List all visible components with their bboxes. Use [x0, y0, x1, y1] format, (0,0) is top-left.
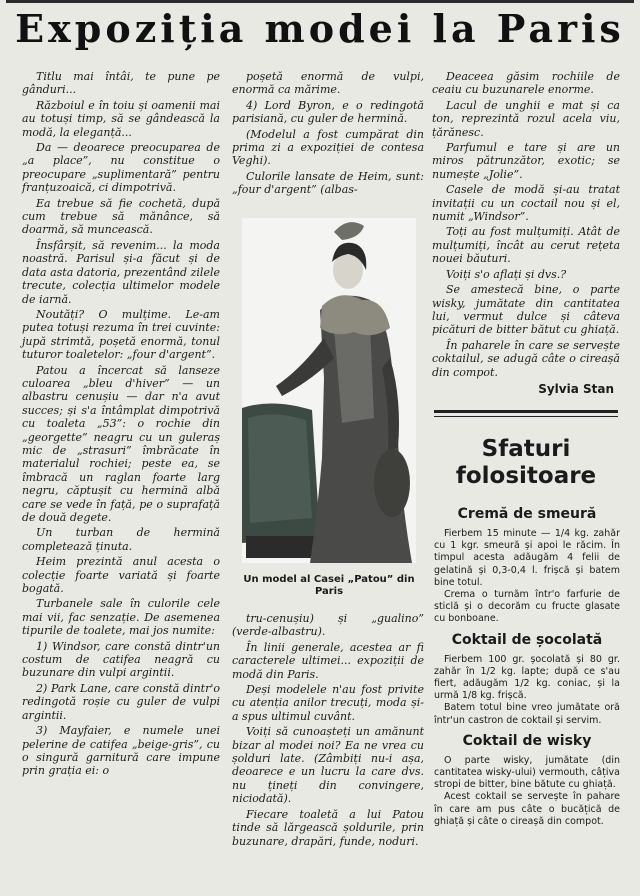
- paragraph: Războiul e în toiu și oamenii mai au totuși timp, să se gândească la modă, la eleganță...: [22, 98, 220, 139]
- paragraph: Noutăți? O mulțime. Le-am putea totuși rezuma în trei cuvinte: jupă strimtă, poșetă enormă, tonul tuturor toaletelor: „four d'argent”.: [22, 307, 220, 362]
- paragraph: Lacul de unghii e mat și ca ton, reprezintă rozul acela viu, țărănesc.: [432, 98, 620, 139]
- paragraph: poșetă enormă de vulpi, enormă ca mărime.: [232, 70, 424, 97]
- paragraph: Voiți să cunoașteți un amănunt bizar al modei noi? Ea ne vrea cu șolduri late. (Zâmbiți nu-i așa, deoarece e un lucru la care dvs. nu țineți din convingere, niciodată).: [232, 725, 424, 806]
- recipe-paragraph: O parte wisky, jumătate (din cantitatea wisky-ului) vermouth, câțiva stropi de bitter, bine bătute cu ghiață.: [434, 754, 620, 791]
- recipe-body: [434, 755, 620, 828]
- article-column-2-bottom: [232, 612, 424, 850]
- paragraph: Da — deoarece preocuparea de „a place”, nu constitue o preocupare „suplimentară” pentru franțuzoaică, ci dimpotrivă.: [22, 141, 220, 195]
- section-rule-thin: [434, 416, 618, 417]
- paragraph: Fiecare toaletă a lui Patou tinde să lărgească șoldurile, prin buzunare, drapări, funde, noduri.: [232, 807, 424, 848]
- paragraph: Patou a încercat să lanseze culoarea „bleu d'hiver” — un albastru cenușiu — dar n'a avut succes; și s'a întâmplat dimpotrivă cu toaleta „53”: o rochie din „georgette” neagru cu un guleraș mic de „strasuri” îmbrăcate în materialul rochiei; peste ea, se îmbracă un raglan foarte larg negru, căptușit cu hermină albă care se vede în față, pe o suprafață de două degete.: [22, 363, 220, 524]
- paragraph: Culorile lansate de Heim, sunt: „four d'argent” (albas-: [232, 169, 424, 197]
- sfaturi-title: Sfaturi folositoare: [455, 436, 597, 489]
- recipe-paragraph: Crema o turnăm într'o farfurie de sticlă și o decorăm cu fructe glasate cu bonboane.: [434, 589, 620, 625]
- recipe-paragraph: Fierbem 15 minute — 1/4 kg. zahăr cu 1 kgr. smeură și apoi le răcim. În timpul acesta adăugăm 4 felii de gelatină și 0,3-0,4 l. frișcă și batem bine totul.: [434, 528, 620, 588]
- recipe-heading: Coktail de wisky: [462, 732, 592, 749]
- paragraph: Deaceea găsim rochiile de ceaiu cu buzunarele enorme.: [432, 70, 620, 97]
- paragraph: Voiți s'o aflați și dvs.?: [446, 267, 567, 281]
- paragraph: 1) Windsor, care constă dintr'un costum de catifea neagră cu buzunare din vulpi argintii.: [22, 639, 220, 680]
- paragraph: tru-cenușiu) și „gualino” (verde-albastru).: [232, 612, 424, 639]
- paragraph: Casele de modă și-au tratat invitații cu un coctail nou și el, numit „Windsor”.: [432, 183, 620, 224]
- paragraph: 3) Mayfaier, e numele unei pelerine de catifea „beige-gris”, cu o singură garnitură care impune prin grația ei: o: [22, 724, 220, 778]
- recipe-paragraph: Acest coktail se servește în pahare în care am pus câte o bucățică de ghiață și câte o cireașă din compot.: [434, 791, 620, 827]
- article-column-2-top: [232, 70, 424, 199]
- paragraph: Parfumul e tare și are un miros pătrunzător, exotic; se numește „Jolie”.: [432, 141, 620, 181]
- paragraph: Heim prezintă anul acesta o colecție foarte variată și foarte bogată.: [22, 555, 220, 596]
- paragraph: 2) Park Lane, care constă dintr'o redingotă roșie cu guler de vulpi argintii.: [22, 681, 220, 722]
- article-column-3-body: [432, 70, 620, 379]
- recipe-body: [434, 654, 620, 727]
- article-column-1: [22, 70, 220, 780]
- recipe-paragraph: Batem totul bine vreo jumătate oră într'un castron de coktail și servim.: [434, 702, 620, 726]
- section-rule-thick: [434, 410, 618, 413]
- paragraph: (Modelul a fost cumpărat din prima zi a expoziției de contesa Veghi).: [232, 127, 424, 168]
- paragraph: Titlu mai întâi, te pune pe gânduri...: [22, 70, 220, 97]
- paragraph: Deși modelele n'au fost privite cu atenția anilor trecuți, moda și-a spus ultimul cuvânt.: [232, 683, 424, 723]
- recipe-heading: Coktail de șocolată: [451, 631, 603, 648]
- author-signature: Sylvia Stan: [538, 381, 614, 396]
- sfaturi-section: [434, 500, 620, 828]
- paragraph: Însfârșit, să revenim... la moda noastră. Parisul și-a făcut și de data asta datoria, prezentând zilele trecute, colecția ultimelor modele de iarnă.: [22, 238, 220, 306]
- recipe-paragraph: Fierbem 100 gr. șocolată și 80 gr. zahăr în 1/2 kg. lapte; după ce s'au fiert, adăugăm 1/2 kg. coniac, și la urmă 1/8 kg. frișcă.: [434, 653, 620, 702]
- paragraph: În linii generale, acestea ar fi caracterele ultimei... expoziții de modă din Paris.: [232, 640, 424, 681]
- paragraph: Toți au fost mulțumiți. Atât de mulțumiți, încât au cerut rețeta nouei băuturi.: [432, 225, 620, 266]
- paragraph: Se amestecă bine, o parte wisky, jumătate din cantitatea lui, vermut dulce și câteva picături de bitter bătut cu ghiață.: [432, 283, 620, 337]
- photo-caption: Un model al Casei „Patou” din Paris: [243, 574, 415, 597]
- page-title: Expoziția modei la Paris: [15, 6, 625, 51]
- recipe-heading: Cremă de smeură: [457, 506, 597, 522]
- paragraph: 4) Lord Byron, e o redingotă parisiană, cu guler de hermină.: [232, 98, 424, 126]
- top-rule: [6, 0, 634, 3]
- paragraph: În paharele în care se servește coktailul, se adugă câte o cireașă din compot.: [432, 338, 620, 379]
- recipe-body: [434, 528, 620, 626]
- paragraph: Turbanele sale în culorile cele mai vii, fac senzație. De asemenea tipurile de toalete, mai jos numite:: [22, 597, 220, 638]
- paragraph: Un turban de hermină completează ținuta.: [22, 526, 220, 553]
- article-column-3: [432, 70, 620, 396]
- fashion-photo: [242, 218, 416, 563]
- paragraph: Ea trebue să fie cochetă, după cum trebue să mănânce, să doarmă, să muncească.: [22, 196, 220, 237]
